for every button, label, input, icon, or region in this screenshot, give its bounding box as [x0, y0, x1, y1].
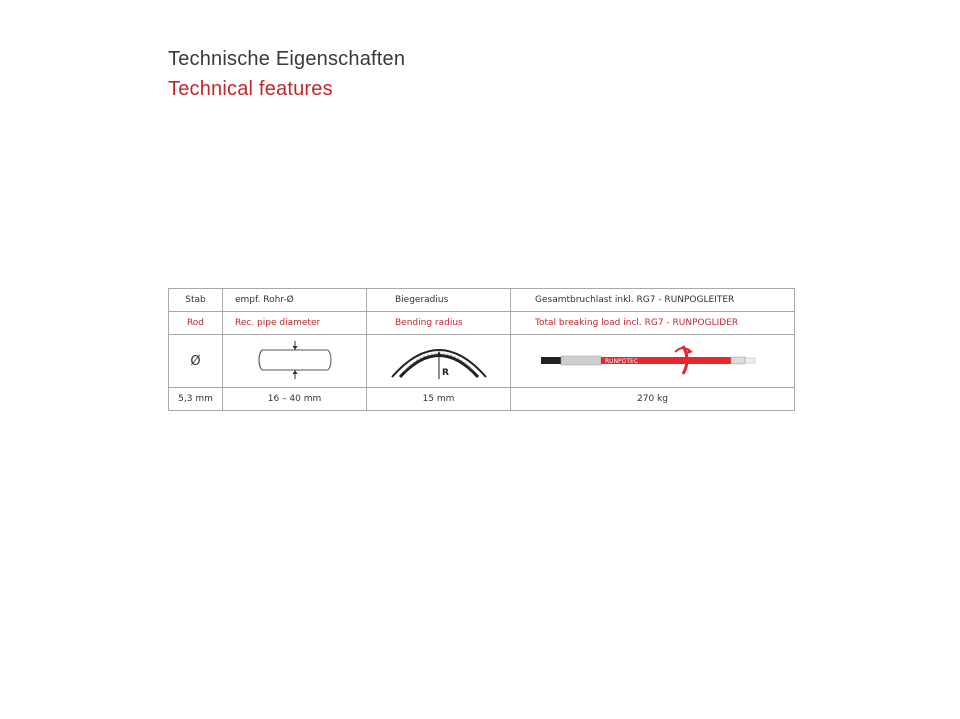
bending-radius-icon-cell	[367, 335, 511, 388]
bend-radius-label: R	[441, 367, 449, 378]
value-load: 270 kg	[511, 388, 795, 411]
header-de-rod: Stab	[169, 289, 223, 312]
header-en-load: Total breaking load incl. RG7 - RUNPOGLIDER	[511, 312, 795, 335]
header-en-rod: Rod	[169, 312, 223, 335]
header-de-load: Gesamtbruchlast inkl. RG7 - RUNPOGLEITER	[511, 289, 795, 312]
title-english: Technical features	[168, 78, 333, 100]
header-en-bend: Bending radius	[367, 312, 511, 335]
header-de-pipe: empf. Rohr-Ø	[223, 289, 367, 312]
value-bend: 15 mm	[367, 388, 511, 411]
page-heading	[168, 44, 405, 104]
table-row-icons	[169, 335, 795, 388]
pipe-icon-cell	[223, 335, 367, 388]
table-row-values	[169, 388, 795, 411]
title-german: Technische Eigenschaften	[168, 48, 406, 70]
table-row-header-english	[169, 312, 795, 335]
rod-glider-icon	[533, 340, 773, 380]
value-rod: 5,3 mm	[169, 388, 223, 411]
technical-features-table	[168, 288, 795, 411]
diameter-symbol-cell	[169, 335, 223, 388]
header-en-pipe: Rec. pipe diameter	[223, 312, 367, 335]
bending-radius-icon	[384, 337, 494, 383]
diameter-symbol: Ø	[190, 353, 201, 369]
pipe-icon	[255, 340, 335, 380]
rod-glider-icon-cell	[511, 335, 795, 388]
table-row-header-german	[169, 289, 795, 312]
value-pipe: 16 – 40 mm	[223, 388, 367, 411]
brand-label: RUNPOTEC	[604, 357, 638, 365]
header-de-bend: Biegeradius	[367, 289, 511, 312]
